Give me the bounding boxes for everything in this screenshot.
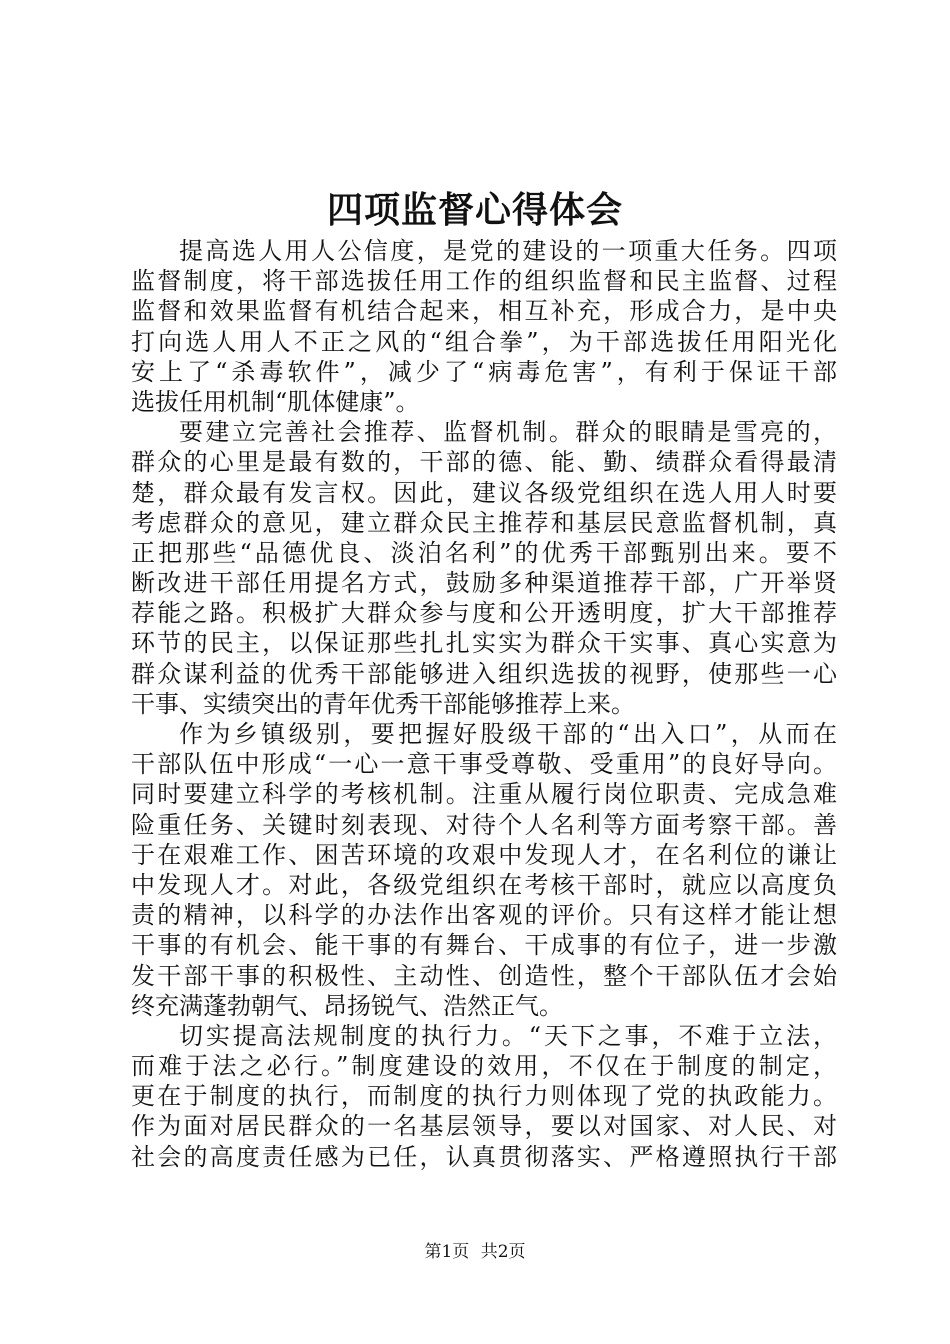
text-line: 环节的民主，以保证那些扎扎实实为群众干实事、真心实意为 [131, 629, 837, 658]
text-line: 群众谋利益的优秀干部能够进入组织选拔的视野，使那些一心 [131, 659, 837, 688]
text-line: 而难于法之必行。”制度建设的效用，不仅在于制度的制定， [131, 1052, 837, 1081]
text-line: 切实提高法规制度的执行力。“天下之事，不难于立法， [179, 1021, 837, 1050]
text-line: 作为乡镇级别，要把握好股级干部的“出入口”，从而在 [179, 720, 837, 748]
text-line: 正把那些“品德优良、淡泊名利”的优秀干部甄别出来。要不 [131, 538, 837, 567]
text-line: 于在艰难工作、困苦环境的攻艰中发现人才，在名利位的谦让 [131, 840, 837, 869]
text-line: 作为面对居民群众的一名基层领导，要以对国家、对人民、对 [131, 1112, 837, 1141]
text-line: 干部队伍中形成“一心一意干事受尊敬、受重用”的良好导向。 [131, 750, 837, 779]
text-line: 要建立完善社会推荐、监督机制。群众的眼睛是雪亮的， [179, 418, 837, 447]
text-line: 群众的心里是最有数的，干部的德、能、勤、绩群众看得最清 [131, 448, 837, 477]
text-line: 责的精神，以科学的办法作出客观的评价。只有这样才能让想 [131, 901, 837, 930]
text-line: 监督和效果监督有机结合起来，相互补充，形成合力，是中央 [131, 297, 837, 326]
text-line: 险重任务、关键时刻表现、对待个人名利等方面考察干部。善 [131, 810, 837, 839]
text-line: 监督制度，将干部选拔任用工作的组织监督和民主监督、过程 [131, 267, 837, 296]
page-footer [0, 1240, 950, 1264]
text-line: 荐能之路。积极扩大群众参与度和公开透明度，扩大干部推荐 [131, 599, 837, 628]
text-line: 中发现人才。对此，各级党组织在考核干部时，就应以高度负 [131, 870, 837, 899]
paragraph [131, 236, 837, 417]
paragraph [131, 719, 837, 1021]
text-line: 干事、实绩突出的青年优秀干部能够推荐上来。 [131, 689, 635, 718]
text-line: 干事的有机会、能干事的有舞台、干成事的有位子，进一步激 [131, 931, 837, 960]
page-total: 共2页 [480, 1242, 526, 1262]
text-line: 终充满蓬勃朝气、昂扬锐气、浩然正气。 [131, 991, 563, 1020]
document-body [131, 236, 837, 1172]
text-line: 打向选人用人不正之风的“组合拳”，为干部选拔任用阳光化 [131, 327, 837, 356]
page-number: 第1页 [424, 1242, 470, 1262]
text-line: 断改进干部任用提名方式，鼓励多种渠道推荐干部，广开举贤 [131, 569, 837, 598]
text-line: 选拔任用机制“肌体健康”。 [131, 387, 420, 416]
paragraph [131, 1021, 837, 1172]
text-line: 考虑群众的意见，建立群众民主推荐和基层民意监督机制，真 [131, 508, 837, 537]
text-line: 发干部干事的积极性、主动性、创造性，整个干部队伍才会始 [131, 961, 837, 990]
text-line: 提高选人用人公信度，是党的建设的一项重大任务。四项 [179, 237, 837, 265]
text-line: 更在于制度的执行，而制度的执行力则体现了党的执政能力。 [131, 1082, 837, 1111]
text-line: 楚，群众最有发言权。因此，建议各级党组织在选人用人时要 [131, 478, 837, 507]
text-line: 同时要建立科学的考核机制。注重从履行岗位职责、完成急难 [131, 780, 837, 809]
page-title: 四项监督心得体会 [326, 189, 623, 231]
text-line: 安上了“杀毒软件”，减少了“病毒危害”，有利于保证干部 [131, 357, 837, 386]
text-line: 社会的高度责任感为已任，认真贯彻落实、严格遵照执行干部 [131, 1142, 837, 1171]
paragraph [131, 417, 837, 719]
